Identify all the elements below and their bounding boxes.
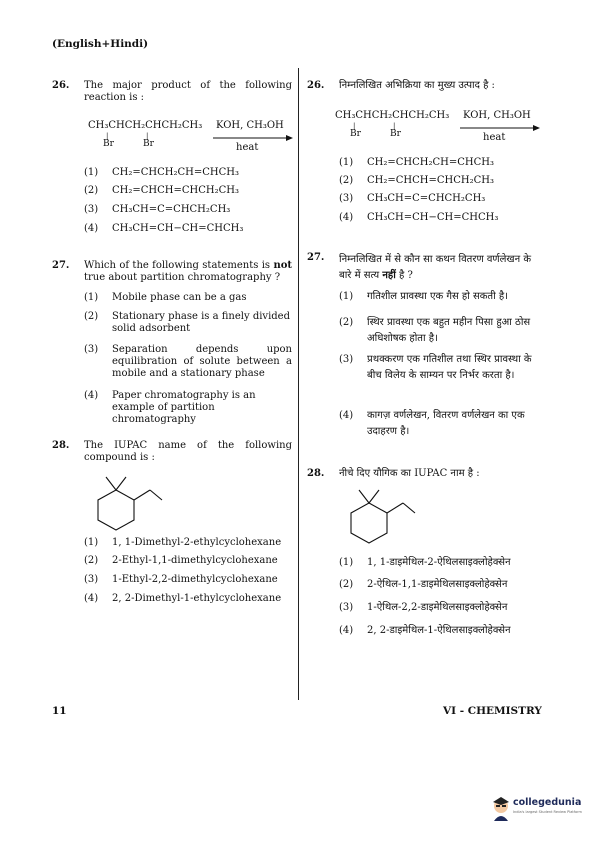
bromo-label: Br	[103, 139, 114, 149]
collegedunia-logo	[490, 795, 585, 823]
option-2[interactable]: (2) 2-Ethyl-1,1-dimethylcyclohexane	[84, 555, 278, 566]
option-1[interactable]: (1) 1, 1-Dimethyl-2-ethylcyclohexane	[84, 537, 282, 548]
question-text: The major product of the following reaction is :	[84, 80, 292, 103]
option-2[interactable]: (2) 2-ऐथिल-1,1-डाइमेथिलसाइक्लोहेक्सेन	[339, 579, 508, 590]
question-number: 28.	[307, 468, 325, 479]
reagent: KOH, CH₃OH	[216, 120, 284, 131]
subject-label: VI - CHEMISTRY	[443, 705, 542, 717]
question-number: 27.	[307, 252, 325, 263]
question-number: 26.	[307, 80, 325, 91]
question-text: निम्नलिखित में से कौन सा कथन वितरण वर्णलेखन के बारे में सत्य नहीं है ?	[339, 254, 532, 281]
reaction-26-en: CH₃CHCH₂CHCH₂CH₃ | | Br Br KOH, CH₃OH heat	[88, 120, 308, 160]
logo-tagline: India's largest Student Review Platform	[513, 810, 582, 814]
logo-wordmark: collegedunia	[513, 797, 582, 808]
option-2[interactable]: (2) CH₂=CHCH=CHCH₂CH₃	[84, 185, 240, 196]
student-avatar-icon	[490, 795, 512, 821]
option-3[interactable]: (3) 1-ऐथिल-2,2-डाइमेथिलसाइक्लोहेक्सेन	[339, 602, 508, 613]
question-number: 27.	[52, 260, 70, 271]
option-3[interactable]: (3) 1-Ethyl-2,2-dimethylcyclohexane	[84, 574, 278, 585]
page-number: 11	[52, 705, 67, 717]
option-3[interactable]: (3) CH₃CH=C=CHCH₂CH₃	[84, 204, 231, 215]
option-3[interactable]: (3) CH₃CH=C=CHCH₂CH₃	[339, 193, 486, 204]
reaction-26-hi: CH₃CHCH₂CHCH₂CH₃ | | Br Br KOH, CH₃OH heat	[335, 110, 545, 150]
option-1[interactable]: (1) CH₂=CHCH₂CH=CHCH₃	[339, 157, 495, 168]
option-4[interactable]: (4) CH₃CH=CH−CH=CHCH₃	[339, 212, 499, 223]
option-3[interactable]: (3) प्रथक्करण एक गतिशील तथा स्थिर प्रावस्था के बीच विलेय के साम्यन पर निर्भर करता है।	[339, 354, 532, 381]
question-26-en	[52, 80, 292, 104]
option-1[interactable]: (1) Mobile phase can be a gas	[84, 292, 247, 303]
bromo-label: Br	[390, 129, 401, 139]
question-text: नीचे दिए यौगिक का IUPAC नाम है :	[339, 468, 480, 479]
option-1[interactable]: (1) 1, 1-डाइमेथिल-2-ऐथिलसाइक्लोहेक्सेन	[339, 557, 511, 568]
option-4[interactable]: (4) Paper chromatography is an example of partition chromatography	[84, 390, 256, 425]
option-2[interactable]: (2) Stationary phase is a finely divided solid adsorbent	[84, 311, 290, 334]
question-number: 28.	[52, 440, 70, 451]
heat-label: heat	[236, 142, 259, 153]
question-26-hi	[307, 80, 543, 92]
reactant: CH₃CHCH₂CHCH₂CH₃	[335, 110, 450, 121]
option-2[interactable]: (2) CH₂=CHCH=CHCH₂CH₃	[339, 175, 495, 186]
question-number: 26.	[52, 80, 70, 91]
question-text: Which of the following statements is not true about partition chromatography ?	[84, 260, 292, 283]
column-divider	[298, 68, 299, 700]
option-4[interactable]: (4) CH₃CH=CH−CH=CHCH₃	[84, 223, 244, 234]
question-28-hi	[307, 468, 543, 480]
molecule-structure	[82, 473, 172, 533]
reagent: KOH, CH₃OH	[463, 110, 531, 121]
question-28-en	[52, 440, 292, 464]
bromo-label: Br	[350, 129, 361, 139]
molecule-structure	[335, 486, 425, 546]
question-27-en	[52, 260, 292, 284]
option-2[interactable]: (2) स्थिर प्रावस्था एक बहुत महीन पिसा हुआ ठोस अधिशोषक होता है।	[339, 317, 531, 344]
option-1[interactable]: (1) गतिशील प्रावस्था एक गैस हो सकती है।	[339, 291, 509, 302]
bromo-label: Br	[143, 139, 154, 149]
question-27-hi	[307, 252, 543, 284]
reaction-arrow-icon	[213, 135, 293, 141]
option-4[interactable]: (4) 2, 2-डाइमेथिल-1-ऐथिलसाइक्लोहेक्सेन	[339, 625, 511, 636]
option-4[interactable]: (4) 2, 2-Dimethyl-1-ethylcyclohexane	[84, 593, 282, 604]
question-text: The IUPAC name of the following compound is :	[84, 440, 292, 463]
reaction-arrow-icon	[460, 125, 540, 131]
reactant: CH₃CHCH₂CHCH₂CH₃	[88, 120, 203, 131]
language-header: (English+Hindi)	[52, 38, 149, 50]
option-3[interactable]: (3) Separation depends upon equilibration of solute between a mobile and a stationary phase	[84, 344, 292, 379]
option-4[interactable]: (4) कागज़ वर्णलेखन, वितरण वर्णलेखन का एक उदाहरण है।	[339, 410, 525, 437]
heat-label: heat	[483, 132, 506, 143]
option-1[interactable]: (1) CH₂=CHCH₂CH=CHCH₃	[84, 167, 240, 178]
question-text: निम्नलिखित अभिक्रिया का मुख्य उत्पाद है :	[339, 80, 495, 91]
